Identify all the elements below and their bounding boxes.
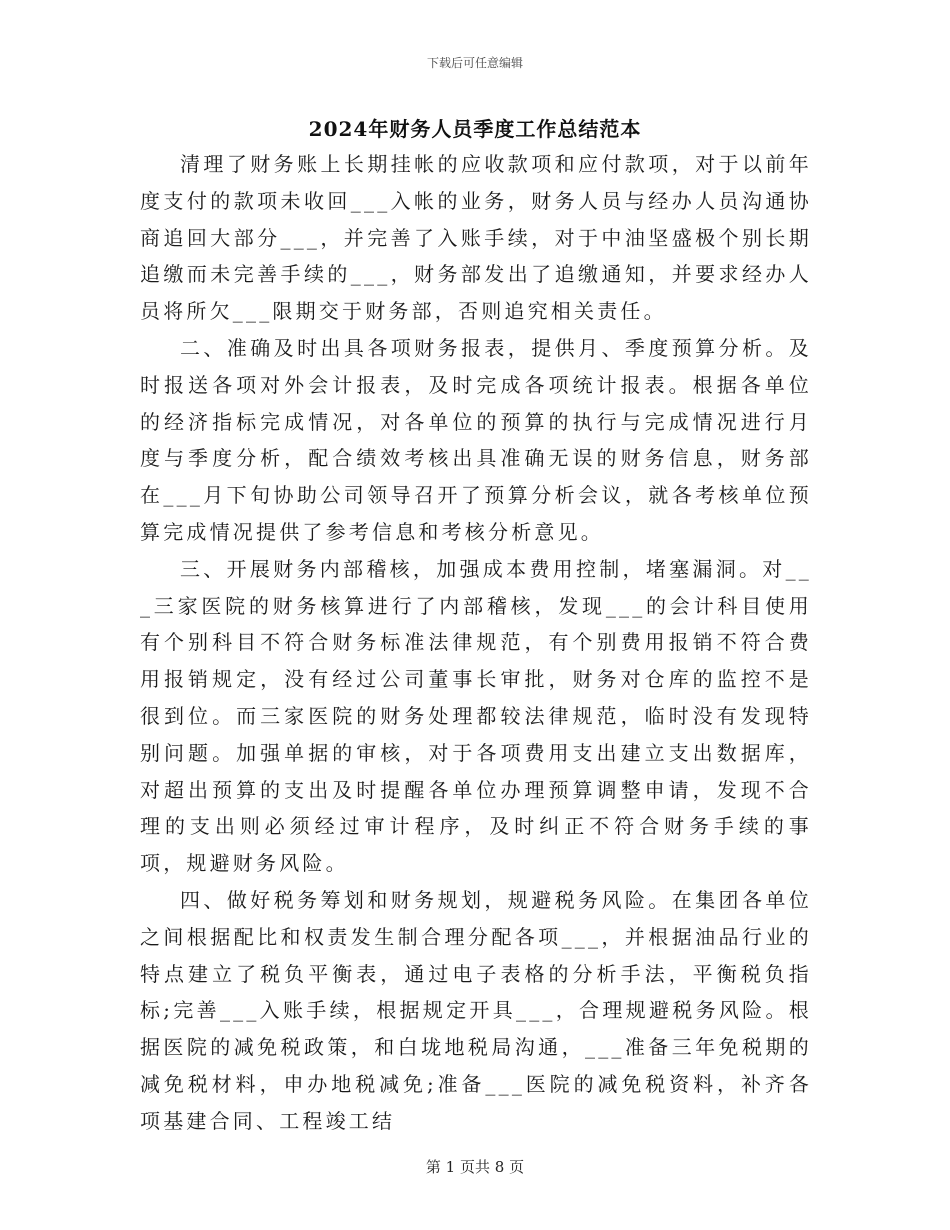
document-title: 2024年财务人员季度工作总结范本 xyxy=(308,117,642,141)
paragraph-section-3: 三、开展财务内部稽核，加强成本费用控制，堵塞漏洞。对___三家医院的财务核算进行了内部稽核，发现___的会计科目使用有个别科目不符合财务标准法律规范，有个别费用报销不符合费用报销规定，没有经过公司董事长审批，财务对仓库的监控不是很到位。而三家医院的财务处理都较法律规范，临时没有发现特别问题。加强单据的审核，对于各项费用支出建立支出数据库，对超出预算的支出及时提醒各单位办理预算调整申请，发现不合理的支出则必须经过审计程序，及时纠正不符合财务手续的事项，规避财务风险。 xyxy=(140,556,812,876)
paragraph-section-2: 二、准确及时出具各项财务报表，提供月、季度预算分析。及时报送各项对外会计报表，及时完成各项统计报表。根据各单位的经济指标完成情况，对各单位的预算的执行与完成情况进行月度与季度分析，配合绩效考核出具准确无误的财务信息，财务部在___月下旬协助公司领导召开了预算分析会议，就各考核单位预算完成情况提供了参考信息和考核分析意见。 xyxy=(140,335,812,544)
paragraph-intro: 清理了财务账上长期挂帐的应收款项和应付款项，对于以前年度支付的款项未收回___入帐的业务，财务人员与经办人员沟通协商追回大部分___，并完善了入账手续，对于中油坚盛极个别长期追缴而未完善手续的___，财务部发出了追缴通知，并要求经办人员将所欠___限期交于财务部，否则追究相关责任。 xyxy=(140,152,812,324)
paragraph-section-4: 四、做好税务筹划和财务规划，规避税务风险。在集团各单位之间根据配比和权责发生制合理分配各项___，并根据油品行业的特点建立了税负平衡表，通过电子表格的分析手法，平衡税负指标;完善___入账手续，根据规定开具___，合理规避税务风险。根据医院的减免税政策，和白垅地税局沟通，___准备三年免税期的减免税材料，申办地税减免;准备___医院的减免税资料，补齐各项基建合同、工程竣工结 xyxy=(140,887,812,1133)
download-note: 下载后可任意编辑 xyxy=(426,56,523,70)
document-body xyxy=(140,146,812,1140)
page-number: 第 1 页共 8 页 xyxy=(425,1158,525,1176)
